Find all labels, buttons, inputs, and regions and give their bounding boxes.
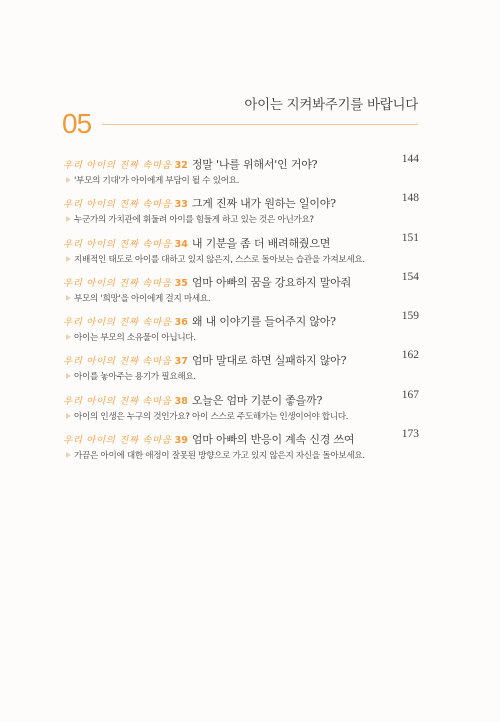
toc-entry[interactable] [63, 349, 419, 388]
toc-entry[interactable] [63, 428, 419, 467]
entry-number: 38 [174, 395, 188, 407]
series-label: 우리 아이의 진짜 속마음 [63, 356, 172, 368]
toc-entry[interactable] [63, 389, 419, 428]
series-label: 우리 아이의 진짜 속마음 [63, 238, 172, 250]
triangle-bullet-icon [66, 413, 71, 419]
series-label: 우리 아이의 진짜 속마음 [63, 435, 172, 447]
chapter-divider [102, 124, 418, 125]
toc-entry[interactable] [63, 310, 419, 349]
toc-entry[interactable] [63, 192, 419, 231]
series-label: 우리 아이의 진짜 속마음 [63, 395, 172, 407]
triangle-bullet-icon [66, 256, 71, 262]
page-number: 159 [401, 310, 419, 323]
page-number: 148 [401, 192, 419, 205]
entry-title: 오늘은 엄마 기분이 좋을까? [191, 393, 323, 407]
triangle-bullet-icon [66, 373, 71, 379]
entry-subtitle: 아이의 인생은 누구의 것인가요? 아이 스스로 주도해가는 인생이어야 합니다. [74, 411, 349, 422]
toc-entry[interactable] [63, 153, 419, 192]
entry-subtitle: 아이는 부모의 소유물이 아닙니다. [74, 333, 196, 344]
entry-title: 엄마 말대로 하면 실패하지 않아? [191, 354, 347, 368]
entry-number: 35 [174, 277, 188, 289]
entry-number: 34 [174, 238, 188, 250]
page-number: 167 [401, 388, 419, 401]
series-label: 우리 아이의 진짜 속마음 [63, 199, 172, 211]
entry-title: 엄마 아빠의 반응이 계속 신경 쓰여 [191, 433, 355, 447]
entry-number: 33 [174, 199, 188, 211]
series-label: 우리 아이의 진짜 속마음 [63, 317, 172, 329]
entry-subtitle: 지배적인 태도로 아이를 대하고 있지 않은지, 스스로 돌아보는 습관을 가져보세요. [74, 254, 365, 265]
page-number: 144 [401, 153, 419, 165]
entry-subtitle: 누군가의 가치관에 휘둘려 아이를 힘들게 하고 있는 것은 아닌가요? [74, 215, 314, 226]
table-of-contents [63, 153, 419, 467]
page-number: 162 [401, 349, 419, 362]
page-number: 151 [401, 231, 419, 244]
entry-title: 내 기분을 좀 더 배려해줬으면 [191, 236, 331, 250]
entry-title: 정말 '나를 위해서'인 거야? [191, 158, 318, 171]
entry-subtitle: '부모의 기대'가 아이에게 부담이 될 수 있어요. [74, 176, 240, 186]
entry-number: 32 [174, 160, 188, 171]
toc-entry[interactable] [63, 232, 419, 271]
entry-subtitle: 부모의 '희망'을 아이에게 걸지 마세요. [74, 293, 211, 304]
chapter-title: 아이는 지켜봐주기를 바랍니다 [244, 97, 418, 113]
triangle-bullet-icon [66, 177, 71, 183]
triangle-bullet-icon [66, 452, 71, 458]
entry-number: 37 [174, 356, 188, 368]
page-number: 154 [401, 270, 419, 283]
chapter-header [62, 96, 418, 140]
entry-number: 39 [174, 435, 188, 447]
triangle-bullet-icon [66, 334, 71, 340]
series-label: 우리 아이의 진짜 속마음 [63, 160, 172, 171]
triangle-bullet-icon [66, 216, 71, 222]
page-number: 173 [401, 428, 419, 441]
entry-subtitle: 가끔은 아이에 대한 애정이 잘못된 방향으로 가고 있지 않은지 자신을 돌아보세요. [74, 451, 365, 462]
triangle-bullet-icon [66, 295, 71, 301]
chapter-number: 05 [62, 108, 92, 139]
entry-title: 엄마 아빠의 꿈을 강요하지 말아줘 [191, 275, 352, 289]
toc-entry[interactable] [63, 271, 419, 310]
entry-title: 왜 내 이야기를 들어주지 않아? [191, 315, 336, 329]
entry-title: 그게 진짜 내가 원하는 일이야? [191, 197, 336, 211]
entry-subtitle: 아이를 놓아주는 용기가 필요해요. [74, 372, 196, 383]
series-label: 우리 아이의 진짜 속마음 [63, 277, 172, 289]
entry-number: 36 [174, 317, 188, 329]
